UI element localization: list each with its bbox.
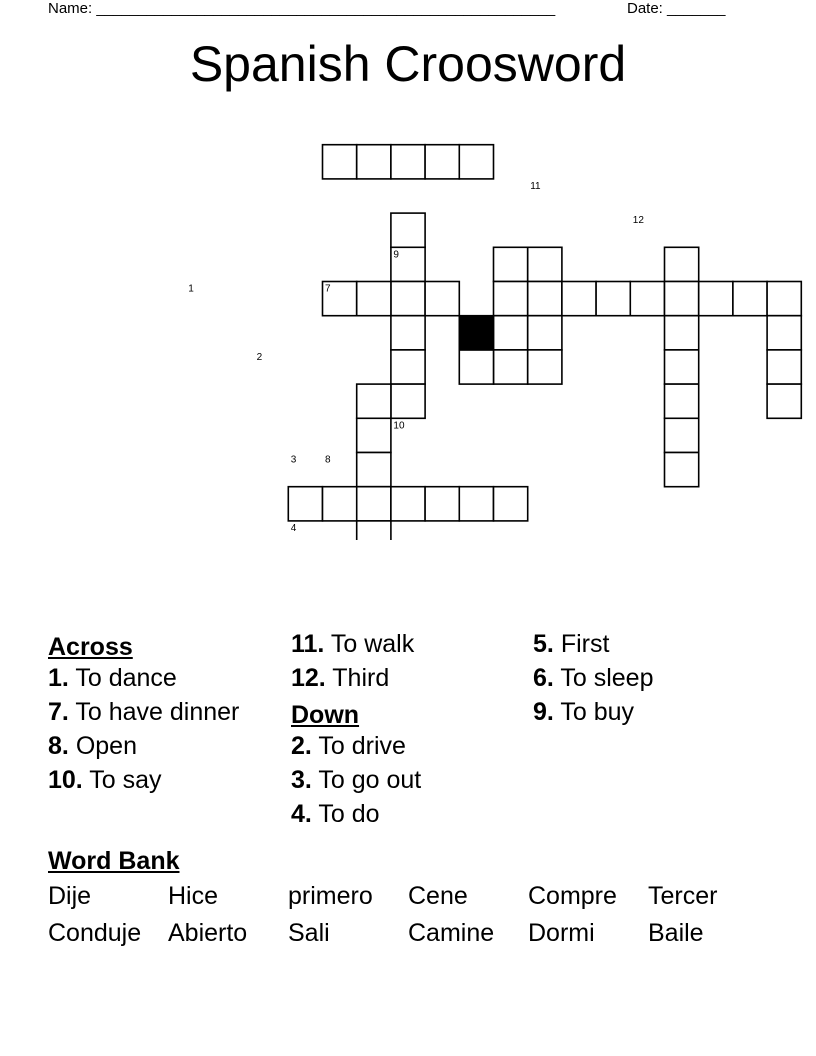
cell-number: 11 bbox=[530, 180, 541, 192]
word-bank-item: Cene bbox=[408, 882, 468, 910]
clue-text: Third bbox=[332, 664, 390, 692]
clue-down-2 bbox=[291, 732, 511, 766]
clue-text: To walk bbox=[330, 630, 415, 658]
down-heading: Down bbox=[291, 701, 360, 729]
crossword-cell[interactable] bbox=[323, 145, 357, 179]
crossword-cell[interactable] bbox=[288, 487, 322, 521]
crossword-cell[interactable] bbox=[767, 316, 801, 350]
crossword-cell[interactable] bbox=[699, 282, 733, 316]
clue-text: To dance bbox=[75, 664, 177, 692]
clue-number: 10. bbox=[48, 766, 83, 794]
crossword-cell[interactable] bbox=[665, 350, 699, 384]
crossword-cell[interactable] bbox=[391, 145, 425, 179]
crossword-cell[interactable] bbox=[665, 282, 699, 316]
crossword-cell[interactable] bbox=[767, 384, 801, 418]
crossword-cell[interactable] bbox=[767, 282, 801, 316]
word-bank bbox=[48, 882, 768, 956]
crossword-cell[interactable] bbox=[459, 487, 493, 521]
word-bank-item: Abierto bbox=[168, 919, 248, 947]
crossword-cell[interactable] bbox=[562, 282, 596, 316]
crossword-cell[interactable] bbox=[528, 247, 562, 281]
clue-text: To sleep bbox=[560, 664, 654, 692]
clue-across-1 bbox=[48, 664, 258, 698]
word-bank-item: Conduje bbox=[48, 919, 142, 947]
clue-number: 5. bbox=[533, 630, 554, 658]
clue-number: 12. bbox=[291, 664, 326, 692]
clue-across-10 bbox=[48, 766, 258, 800]
crossword-cell[interactable] bbox=[528, 282, 562, 316]
clue-number: 4. bbox=[291, 800, 312, 828]
clue-across-11 bbox=[291, 630, 511, 664]
word-bank-item: Compre bbox=[528, 882, 617, 910]
word-bank-item: Sali bbox=[288, 919, 330, 947]
word-bank-item: Baile bbox=[648, 919, 704, 947]
crossword-cell[interactable] bbox=[323, 487, 357, 521]
clue-number: 7. bbox=[48, 698, 69, 726]
crossword-cell[interactable] bbox=[425, 145, 459, 179]
crossword-cell[interactable] bbox=[357, 453, 391, 487]
crossword-cell[interactable] bbox=[767, 350, 801, 384]
across-heading: Across bbox=[48, 633, 133, 661]
clue-down-9 bbox=[533, 698, 753, 732]
crossword-cell[interactable] bbox=[494, 350, 528, 384]
crossword-cell[interactable] bbox=[357, 487, 391, 521]
word-bank-item: primero bbox=[288, 882, 373, 910]
name-field-label: Name: _______________________________________________________ bbox=[48, 0, 556, 17]
clue-text: To buy bbox=[560, 698, 635, 726]
cell-number: 12 bbox=[632, 215, 644, 227]
crossword-cell[interactable] bbox=[459, 350, 493, 384]
clue-text: To do bbox=[318, 800, 380, 828]
cell-number: 4 bbox=[290, 522, 297, 534]
crossword-cell[interactable] bbox=[357, 521, 391, 540]
crossword-cell[interactable] bbox=[357, 282, 391, 316]
crossword-cell[interactable] bbox=[494, 247, 528, 281]
crossword-cell[interactable] bbox=[391, 384, 425, 418]
crossword-cell[interactable] bbox=[494, 282, 528, 316]
clue-across-12 bbox=[291, 664, 511, 698]
crossword-cell[interactable] bbox=[665, 418, 699, 452]
cell-number: 10 bbox=[393, 420, 405, 432]
cell-number: 7 bbox=[325, 283, 331, 295]
crossword-cell[interactable] bbox=[391, 487, 425, 521]
crossword-cell[interactable] bbox=[391, 213, 425, 247]
crossword-cell[interactable] bbox=[596, 282, 630, 316]
clue-number: 8. bbox=[48, 732, 69, 760]
clue-number: 3. bbox=[291, 766, 312, 794]
cell-number: 2 bbox=[256, 351, 263, 363]
clue-text: Open bbox=[75, 732, 137, 760]
date-field-label: Date: _______ bbox=[627, 0, 726, 17]
crossword-cell[interactable] bbox=[665, 316, 699, 350]
crossword-cell[interactable] bbox=[425, 487, 459, 521]
page-title: Spanish Croosword bbox=[189, 36, 627, 92]
crossword-cell[interactable] bbox=[494, 487, 528, 521]
cell-number: 8 bbox=[325, 454, 331, 466]
clue-text: To drive bbox=[318, 732, 406, 760]
clue-text: To have dinner bbox=[75, 698, 240, 726]
crossword-cell[interactable] bbox=[733, 282, 767, 316]
crossword-cell[interactable] bbox=[391, 350, 425, 384]
crossword-cell[interactable] bbox=[357, 418, 391, 452]
clue-text: To say bbox=[89, 766, 162, 794]
crossword-cell[interactable] bbox=[630, 282, 664, 316]
clue-across-7 bbox=[48, 698, 258, 732]
crossword-cell[interactable] bbox=[528, 316, 562, 350]
word-bank-item: Dije bbox=[48, 882, 92, 910]
clues-column-1 bbox=[48, 630, 258, 800]
cell-number: 3 bbox=[290, 454, 297, 466]
clue-number: 11. bbox=[291, 630, 325, 658]
clue-number: 9. bbox=[533, 698, 554, 726]
cell-number: 9 bbox=[393, 249, 399, 261]
clue-text: To go out bbox=[318, 766, 422, 794]
crossword-cell[interactable] bbox=[391, 316, 425, 350]
crossword-cell[interactable] bbox=[357, 145, 391, 179]
clue-text: First bbox=[560, 630, 610, 658]
word-bank-item: Hice bbox=[168, 882, 219, 910]
crossword-cell[interactable] bbox=[665, 247, 699, 281]
clue-down-4 bbox=[291, 800, 511, 834]
crossword-block bbox=[459, 316, 493, 350]
cell-number: 1 bbox=[188, 283, 194, 295]
crossword-cell[interactable] bbox=[391, 282, 425, 316]
clue-down-6 bbox=[533, 664, 753, 698]
crossword-cell[interactable] bbox=[459, 145, 493, 179]
word-bank-title: Word Bank bbox=[48, 847, 180, 875]
clue-number: 6. bbox=[533, 664, 554, 692]
crossword-cell[interactable] bbox=[665, 384, 699, 418]
clues-column-2 bbox=[291, 630, 511, 834]
clue-number: 2. bbox=[291, 732, 312, 760]
word-bank-item: Camine bbox=[408, 919, 495, 947]
clue-down-5 bbox=[533, 630, 753, 664]
crossword-cell[interactable] bbox=[357, 384, 391, 418]
clue-down-3 bbox=[291, 766, 511, 800]
clue-across-8 bbox=[48, 732, 258, 766]
crossword-cell[interactable] bbox=[494, 316, 528, 350]
clues-column-3 bbox=[533, 630, 753, 732]
clue-number: 1. bbox=[48, 664, 69, 692]
crossword-cell[interactable] bbox=[528, 350, 562, 384]
crossword-cell[interactable] bbox=[425, 282, 459, 316]
word-bank-item: Dormi bbox=[528, 919, 595, 947]
crossword-cell[interactable] bbox=[665, 453, 699, 487]
word-bank-item: Tercer bbox=[648, 882, 718, 910]
